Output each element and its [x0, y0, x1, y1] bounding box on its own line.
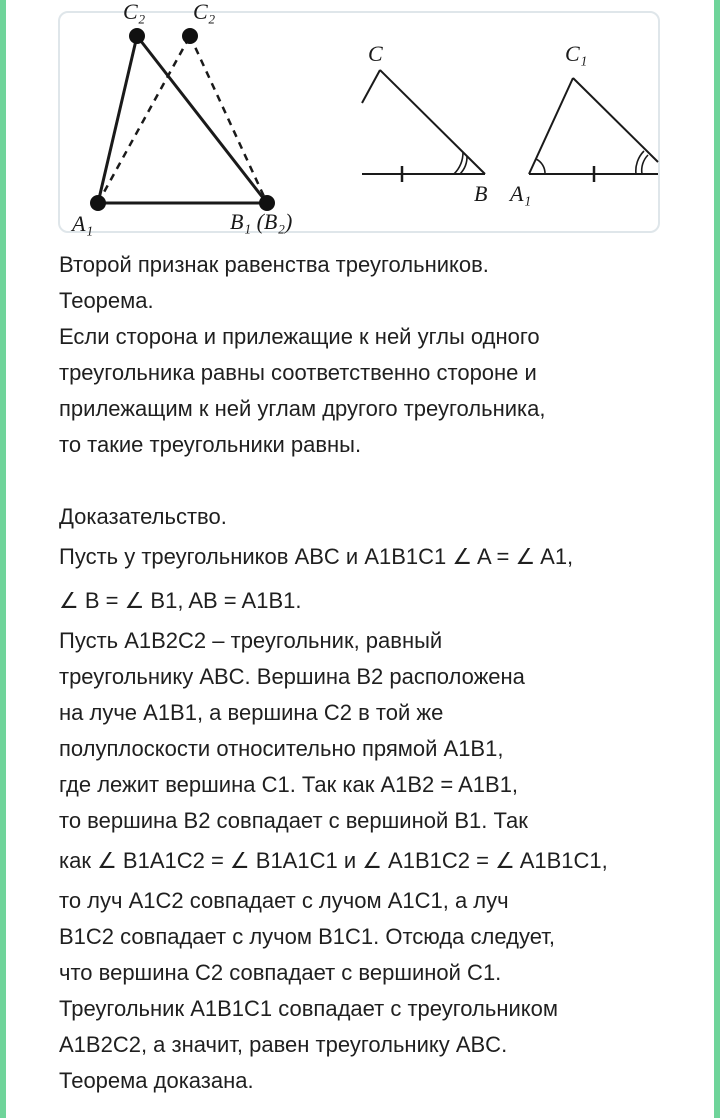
side-a1c1 [98, 36, 137, 203]
label-top-left: C₂ [123, 0, 146, 24]
label-c1-right: C₁ [565, 41, 588, 66]
side-a1c1-right [529, 78, 573, 174]
title: Второй признак равенства треугольников. [59, 252, 489, 277]
proof-line: то вершина B2 совпадает с вершиной B1. Так [59, 808, 528, 833]
proof-line: то луч A1C2 совпадает с лучом A1C1, а луч [59, 888, 509, 913]
theorem-line: прилежащим к ней углам другого треугольника, [59, 396, 546, 421]
proof-line: A1B2C2, а значит, равен треугольнику ABC. [59, 1032, 508, 1057]
angle-a1-arc [536, 159, 545, 174]
given-line: ∠ B = ∠ B1, AB = A1B1. [59, 588, 302, 613]
angle-b-arc-2 [454, 152, 463, 174]
middle-diagram [362, 41, 487, 206]
figure-card [58, 0, 660, 236]
proof-line: B1C2 совпадает с лучом B1C1. Отсюда следует, [59, 924, 555, 949]
side-a1c2-dashed [98, 36, 190, 203]
proof-line: где лежит вершина C1. Так как A1B2 = A1B1, [59, 772, 519, 797]
proof-line-angles: как ∠ B1A1C2 = ∠ B1A1C1 и ∠ A1B1C2 = ∠ A1B1C1, [59, 848, 608, 873]
label-a1: A₁ [72, 211, 94, 236]
side-bc [380, 70, 485, 174]
geometry-figure [60, 0, 658, 236]
theorem-text [59, 247, 679, 1099]
proof-label: Доказательство. [59, 504, 227, 529]
proof-line: Пусть A1B2C2 – треугольник, равный [59, 628, 443, 653]
theorem-line: то такие треугольники равны. [59, 432, 362, 457]
vertex-a1-dot [90, 195, 106, 211]
accent-bar-left [0, 0, 6, 1118]
theorem-label: Теорема. [59, 288, 154, 313]
left-diagram [70, 0, 292, 236]
label-c: C [368, 41, 383, 66]
proof-line: треугольнику ABC. Вершина B2 расположена [59, 664, 525, 689]
proof-line: Треугольник A1B1C1 совпадает с треугольником [59, 996, 559, 1021]
proof-line: Теорема доказана. [59, 1068, 254, 1093]
accent-bar-right [714, 0, 720, 1118]
proof-line: на луче A1B1, а вершина C2 в той же [59, 700, 444, 725]
given-line: Пусть у треугольников ABC и A1B1C1 ∠ A = ∠ A1, [59, 544, 574, 569]
label-a1-right: A₁ [510, 181, 532, 206]
label-b1-b2: B₁ (B₂) [230, 209, 293, 234]
proof-line: полуплоскости относительно прямой A1B1, [59, 736, 504, 761]
label-top-right: C₂ [193, 0, 216, 24]
right-diagram [508, 41, 658, 206]
theorem-line: Если сторона и прилежащие к ней углы одного [59, 324, 540, 349]
vertex-c1-dot [129, 28, 145, 44]
label-b: B [474, 181, 488, 206]
paragraph-gap [59, 463, 679, 499]
angle-b1-arc-1 [642, 155, 648, 174]
side-b1c1-right [573, 78, 658, 162]
proof-line: что вершина C2 совпадает с вершиной C1. [59, 960, 502, 985]
side-ac [362, 70, 380, 103]
theorem-line: треугольника равны соответственно стороне и [59, 360, 537, 385]
vertex-c2-dot [182, 28, 198, 44]
